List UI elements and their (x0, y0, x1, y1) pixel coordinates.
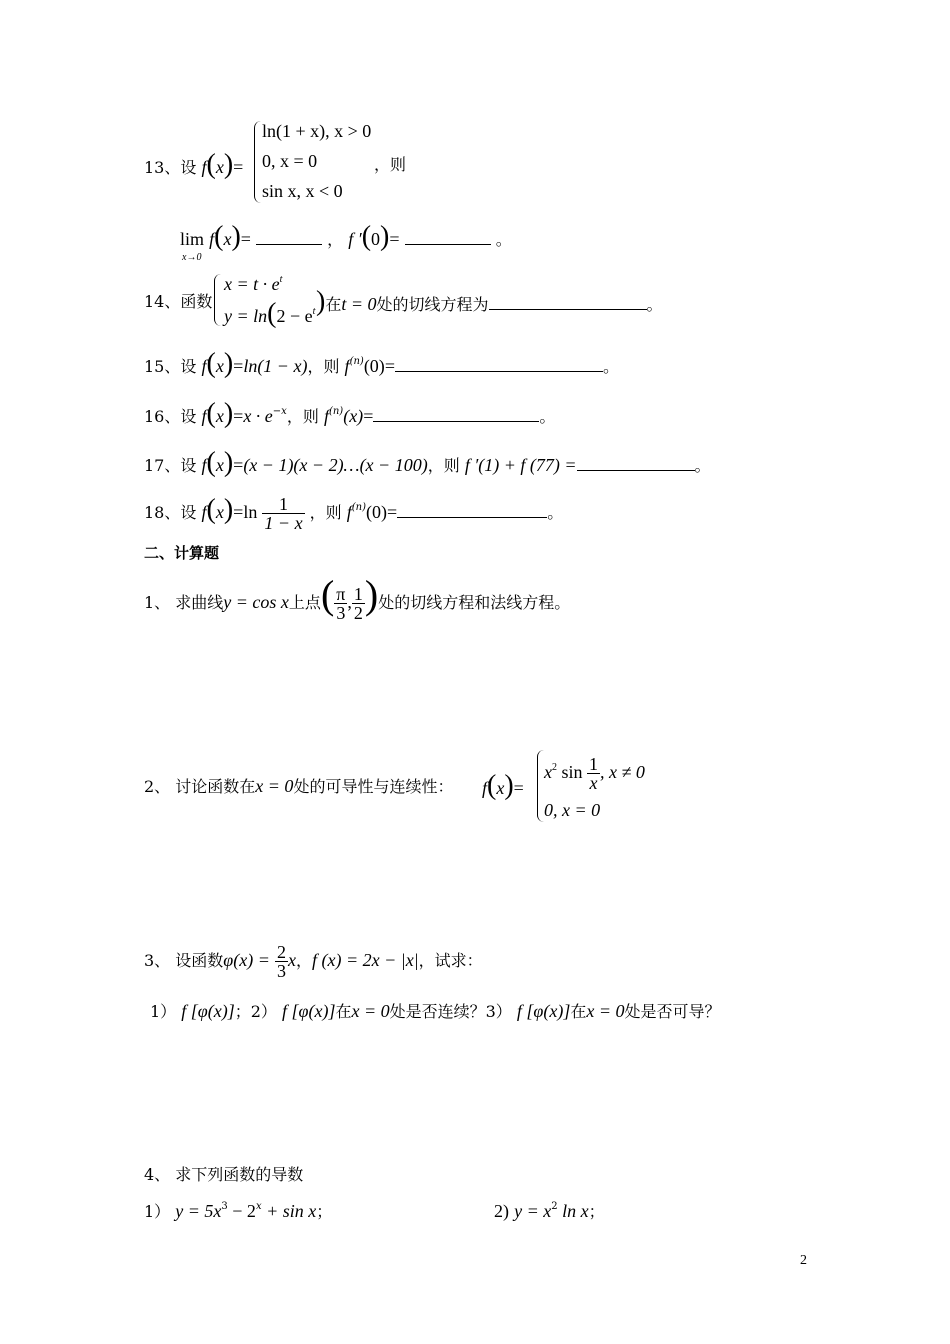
equals-sign: = (233, 356, 244, 376)
problem-text: ，则 (427, 456, 460, 475)
math-paren: ) (316, 286, 326, 317)
problem-end: 。 (495, 230, 512, 249)
comma: , (347, 592, 352, 612)
math-paren: ( (267, 298, 277, 329)
math-paren: ) (223, 398, 234, 429)
question-text: 讨论函数在 (175, 777, 256, 796)
curve-expr: y = cos x (223, 592, 289, 612)
question-text: ，试求： (418, 951, 483, 970)
exponent: 3 (221, 1201, 228, 1212)
separator: ， (327, 230, 344, 249)
question-number: 3、 (144, 951, 171, 970)
equals-sign: = (233, 157, 244, 177)
answer-blank[interactable] (395, 357, 603, 372)
problem-end: 。 (539, 407, 556, 426)
expr: − 2 (227, 1201, 256, 1221)
func-name: f (201, 455, 207, 475)
func-arg: (x) (343, 406, 364, 426)
case-condition: , x ≠ 0 (600, 762, 645, 782)
problem-number: 13、 (144, 158, 181, 177)
math-paren: ( (206, 398, 216, 429)
param-x-expr: x = t · e (224, 274, 280, 294)
problem-number: 14、 (144, 292, 181, 311)
end-mark: ； (588, 1202, 605, 1221)
equals-sign: = (363, 406, 374, 426)
composite-expr: f [φ(x)] (282, 1001, 336, 1021)
equals-sign: = (513, 778, 524, 798)
question-number: 4、 (144, 1165, 171, 1184)
composite-expr: f [φ(x)] (516, 1001, 571, 1021)
math-paren: ( (206, 494, 216, 525)
case-term: x (544, 762, 552, 782)
fraction-numerator: 1 (353, 584, 363, 604)
sub-label: 2) (494, 1201, 509, 1221)
sub-label: ；2） (234, 1002, 277, 1021)
func-prime: f ′ (348, 229, 362, 249)
rhs-expr: ln(1 − x) (243, 356, 308, 376)
deriv-order: (n) (351, 502, 367, 513)
question-text: 求下列函数的导数 (175, 1165, 304, 1184)
question-3 (144, 938, 483, 983)
fraction-denominator: x (589, 773, 598, 794)
func-arg: (0) (363, 356, 385, 376)
condition: x = 0 (586, 1001, 625, 1021)
fraction-denominator: 3 (336, 603, 346, 623)
problem-text: 处的切线方程为 (376, 295, 489, 314)
math-paren: ) (380, 221, 390, 252)
problem-text: 设 (180, 158, 197, 177)
condition: t = 0 (341, 294, 377, 314)
fraction (352, 585, 365, 622)
q2-case-2: 0, x = 0 (544, 800, 601, 820)
fraction-denominator: 2 (353, 603, 363, 623)
separator: ， (295, 951, 312, 970)
fraction-numerator: 2 (276, 942, 286, 962)
end-mark: ； (316, 1202, 333, 1221)
fraction (275, 943, 288, 980)
question-4a (144, 1201, 332, 1225)
func-name: f (344, 356, 350, 376)
rhs-expr: (x − 1)(x − 2)…(x − 100) (243, 455, 428, 475)
question-text: 处的可导性与连续性： (293, 777, 454, 796)
question-3-parts (150, 1001, 721, 1022)
deriv-order: (n) (328, 406, 344, 417)
question-text: 处是否可导？ (624, 1002, 721, 1021)
math-paren: ) (364, 572, 379, 617)
problem-number: 18、 (144, 503, 181, 522)
func-var: x (215, 406, 224, 426)
param-x (224, 274, 282, 295)
func-arg: 0 (371, 229, 381, 249)
question-4b (494, 1201, 605, 1225)
question-text: 在 (570, 1002, 587, 1021)
problem-14-label (144, 292, 212, 312)
func-arg: (0) (366, 502, 388, 522)
f-definition: f (x) = 2x − |x| (312, 950, 419, 970)
expr: + sin x (261, 1201, 317, 1221)
equals-sign: = (384, 356, 395, 376)
problem-end: 。 (694, 456, 711, 475)
phi-rhs: x (287, 950, 296, 970)
exponent: x (255, 1201, 262, 1212)
equals-sign: = (233, 502, 244, 522)
math-paren: ) (223, 348, 234, 379)
problem-text: 设 (180, 407, 197, 426)
problem-end: 。 (547, 503, 564, 522)
equals-sign: = (240, 229, 251, 249)
func-var: x (223, 229, 232, 249)
fraction (334, 585, 347, 622)
exponent: 2 (551, 1201, 558, 1212)
param-y (224, 298, 316, 329)
problem-16 (144, 398, 556, 430)
question-number: 1、 (144, 593, 171, 612)
problem-text: ，则 (286, 407, 319, 426)
problem-17 (144, 447, 711, 478)
problem-18 (144, 492, 563, 536)
answer-blank[interactable] (577, 456, 695, 471)
problem-13-label (144, 149, 244, 180)
answer-blank[interactable] (397, 503, 547, 518)
piecewise-brace (537, 750, 544, 822)
problem-text: ，则 (307, 357, 340, 376)
fraction (587, 755, 600, 792)
problem-end: 。 (646, 295, 663, 314)
problem-text: ，则 (309, 503, 342, 522)
func-name: f (201, 406, 207, 426)
expr: y = 5x (175, 1201, 222, 1221)
sub-label: 1） (144, 1202, 171, 1221)
lim-operator: lim (180, 229, 205, 249)
expr: ln x (557, 1201, 589, 1221)
func-name: f (482, 778, 488, 798)
target-expr: f ′(1) + f (77) = (464, 455, 577, 475)
question-4 (144, 1165, 303, 1185)
func-name: f (323, 406, 329, 426)
condition: x = 0 (351, 1001, 390, 1021)
equals-sign: = (387, 502, 398, 522)
func-name: f (201, 356, 207, 376)
case-line-2: 0, x = 0 (262, 151, 318, 171)
q2-case-1 (544, 752, 645, 796)
answer-blank[interactable] (489, 295, 647, 310)
question-text: 求曲线 (175, 593, 224, 612)
problem-text: 设 (180, 357, 197, 376)
answer-blank[interactable] (373, 407, 539, 422)
problem-13-limit-line (180, 221, 512, 252)
problem-text: 设 (180, 503, 197, 522)
exponent: −x (272, 406, 287, 417)
problem-text: 函数 (180, 292, 213, 311)
problem-number: 17、 (144, 456, 181, 475)
func-var: x (215, 157, 224, 177)
condition: x = 0 (255, 776, 294, 796)
question-text: 处是否连续？3） (389, 1002, 512, 1021)
question-number: 2、 (144, 777, 171, 796)
func-var: x (215, 356, 224, 376)
rhs-expr: x · e (243, 406, 273, 426)
question-2 (144, 776, 453, 797)
problem-14-rest (316, 286, 663, 317)
exponent: t (312, 306, 316, 317)
math-paren: ( (206, 447, 216, 478)
math-paren: ) (223, 149, 234, 180)
exponent: 2 (552, 762, 557, 773)
param-y-inner: 2 − e (276, 306, 313, 326)
param-brace (214, 274, 221, 326)
page-number: 2 (800, 1253, 807, 1268)
question-text: 处的切线方程和法线方程。 (378, 593, 571, 612)
piecewise-brace (254, 121, 261, 203)
func-var: x (215, 502, 224, 522)
problem-15 (144, 348, 619, 380)
problem-text: ，则 (374, 155, 407, 174)
param-y-expr: y = ln (224, 306, 268, 326)
fraction-numerator: 1 (262, 495, 304, 514)
fraction-denominator: 3 (276, 961, 286, 981)
fraction-denominator: 1 − x (264, 513, 303, 533)
func-name: f (201, 502, 207, 522)
sin-operator: sin (561, 762, 583, 782)
sub-label: 1） (150, 1002, 177, 1021)
equals-sign: = (233, 406, 244, 426)
fraction-numerator: 1 (589, 754, 599, 775)
math-paren: ( (206, 348, 216, 379)
question-1 (144, 572, 571, 625)
phi-lhs: φ(x) = (223, 950, 270, 970)
problem-text: 在 (325, 295, 342, 314)
func-name: f (346, 502, 352, 522)
answer-blank[interactable] (256, 230, 322, 245)
problem-end: 。 (602, 357, 619, 376)
exponent: t (279, 274, 283, 285)
equals-sign: = (233, 455, 244, 475)
ln-operator: ln (243, 502, 258, 522)
fraction (262, 495, 304, 532)
math-paren: ( (214, 221, 224, 252)
fraction-numerator: π (336, 584, 346, 604)
limit-subscript: x→0 (182, 252, 202, 263)
func-name: f (201, 157, 207, 177)
math-paren: ) (223, 494, 234, 525)
func-var: x (496, 778, 505, 798)
math-paren: ) (504, 770, 514, 801)
math-paren: ) (231, 221, 241, 252)
func-name: f (209, 229, 215, 249)
q2-func-lhs (482, 770, 524, 801)
question-text: 在 (335, 1002, 352, 1021)
case-line-1: ln(1 + x), x > 0 (262, 121, 372, 141)
problem-text: 设 (180, 456, 197, 475)
deriv-order: (n) (349, 356, 364, 367)
question-text: 上点 (288, 593, 321, 612)
math-paren: ) (223, 447, 234, 478)
math-paren: ( (361, 221, 372, 252)
case-line-3: sin x, x < 0 (262, 181, 343, 201)
math-paren: ( (487, 770, 497, 801)
math-paren: ( (206, 149, 216, 180)
answer-blank[interactable] (405, 230, 491, 245)
problem-number: 15、 (144, 357, 181, 376)
expr: y = x (514, 1201, 552, 1221)
section-heading: 二、计算题 (144, 544, 220, 562)
math-paren: ( (320, 572, 335, 617)
problem-number: 16、 (144, 407, 181, 426)
func-var: x (215, 455, 224, 475)
equals-sign: = (389, 229, 400, 249)
question-text: 设函数 (175, 951, 224, 970)
composite-expr: f [φ(x)] (181, 1001, 235, 1021)
